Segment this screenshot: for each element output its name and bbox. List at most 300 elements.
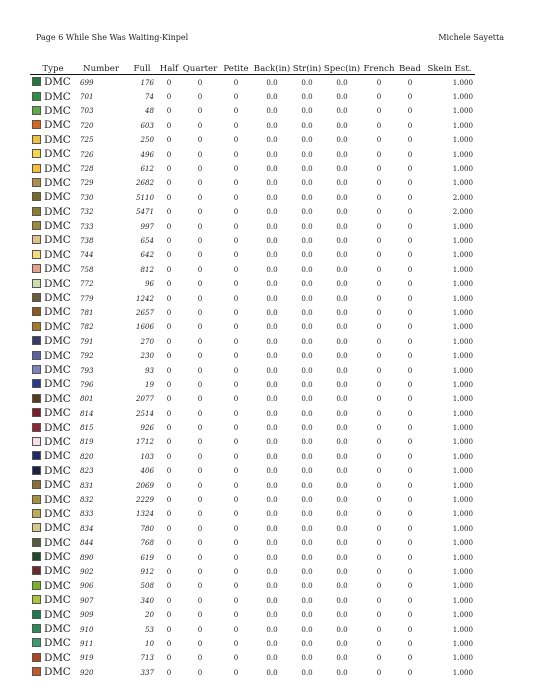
skein-estimate: 1.000 xyxy=(452,77,473,87)
skein-estimate: 1.000 xyxy=(452,638,473,648)
special-stitch-length: 0.0 xyxy=(336,221,348,231)
skein-estimate: 1.000 xyxy=(452,135,473,145)
thread-number: 720 xyxy=(80,120,94,130)
bead-count: 0 xyxy=(407,207,413,217)
col-header-str: Str(in) xyxy=(292,58,322,75)
bead-count: 0 xyxy=(407,595,413,605)
thread-type: DMC xyxy=(44,263,71,276)
skein-estimate: 1.000 xyxy=(452,365,473,375)
backstitch-length: 0.0 xyxy=(266,192,278,202)
thread-type: DMC xyxy=(44,234,71,247)
thread-number: 726 xyxy=(80,149,94,159)
thread-number: 911 xyxy=(80,638,94,648)
quarter-stitch-count: 0 xyxy=(197,423,203,433)
backstitch-length: 0.0 xyxy=(266,351,278,361)
straight-stitch-length: 0.0 xyxy=(301,610,313,620)
skein-estimate: 1.000 xyxy=(452,624,473,634)
half-stitch-count: 0 xyxy=(166,451,172,461)
full-stitch-count: 812 xyxy=(140,264,154,274)
special-stitch-length: 0.0 xyxy=(336,451,348,461)
half-stitch-count: 0 xyxy=(166,667,172,677)
petite-stitch-count: 0 xyxy=(233,466,239,476)
straight-stitch-length: 0.0 xyxy=(301,451,313,461)
half-stitch-count: 0 xyxy=(166,509,172,519)
full-stitch-count: 2657 xyxy=(135,307,154,317)
thread-type-cell xyxy=(30,104,76,118)
thread-number: 796 xyxy=(80,379,94,389)
bead-count: 0 xyxy=(407,106,413,116)
color-swatch xyxy=(32,667,41,676)
french-knot-count: 0 xyxy=(376,264,382,274)
bead-count: 0 xyxy=(407,120,413,130)
backstitch-length: 0.0 xyxy=(266,480,278,490)
skein-estimate: 1.000 xyxy=(452,307,473,317)
full-stitch-count: 103 xyxy=(140,451,154,461)
thread-type: DMC xyxy=(44,407,71,420)
petite-stitch-count: 0 xyxy=(233,293,239,303)
thread-type-cell xyxy=(30,406,76,420)
straight-stitch-length: 0.0 xyxy=(301,235,313,245)
color-swatch xyxy=(32,495,41,504)
straight-stitch-length: 0.0 xyxy=(301,149,313,159)
thread-number: 820 xyxy=(80,451,94,461)
thread-type: DMC xyxy=(44,507,71,520)
half-stitch-count: 0 xyxy=(166,336,172,346)
skein-estimate: 1.000 xyxy=(452,667,473,677)
color-swatch xyxy=(32,92,41,101)
thread-number: 781 xyxy=(80,307,94,317)
skein-estimate: 1.000 xyxy=(452,351,473,361)
skein-estimate: 1.000 xyxy=(452,293,473,303)
table-row xyxy=(30,118,475,132)
thread-type-cell xyxy=(30,305,76,319)
full-stitch-count: 48 xyxy=(144,106,154,116)
half-stitch-count: 0 xyxy=(166,279,172,289)
half-stitch-count: 0 xyxy=(166,437,172,447)
table-row xyxy=(30,521,475,535)
thread-type: DMC xyxy=(44,392,71,405)
full-stitch-count: 96 xyxy=(144,279,154,289)
thread-type-cell xyxy=(30,464,76,478)
skein-estimate: 1.000 xyxy=(452,120,473,130)
half-stitch-count: 0 xyxy=(166,581,172,591)
bead-count: 0 xyxy=(407,566,413,576)
thread-type-cell xyxy=(30,334,76,348)
thread-type-cell xyxy=(30,492,76,506)
petite-stitch-count: 0 xyxy=(233,509,239,519)
quarter-stitch-count: 0 xyxy=(197,92,203,102)
color-swatch xyxy=(32,523,41,532)
thread-type-cell xyxy=(30,420,76,434)
french-knot-count: 0 xyxy=(376,120,382,130)
quarter-stitch-count: 0 xyxy=(197,221,203,231)
backstitch-length: 0.0 xyxy=(266,307,278,317)
full-stitch-count: 780 xyxy=(140,523,154,533)
col-header-french: French xyxy=(362,58,396,75)
french-knot-count: 0 xyxy=(376,250,382,260)
half-stitch-count: 0 xyxy=(166,192,172,202)
color-swatch xyxy=(32,480,41,489)
thread-type-cell xyxy=(30,205,76,219)
straight-stitch-length: 0.0 xyxy=(301,77,313,87)
thread-number: 833 xyxy=(80,509,94,519)
special-stitch-length: 0.0 xyxy=(336,566,348,576)
french-knot-count: 0 xyxy=(376,279,382,289)
quarter-stitch-count: 0 xyxy=(197,106,203,116)
straight-stitch-length: 0.0 xyxy=(301,264,313,274)
full-stitch-count: 508 xyxy=(140,581,154,591)
thread-type: DMC xyxy=(44,248,71,261)
thread-type-cell xyxy=(30,377,76,391)
straight-stitch-length: 0.0 xyxy=(301,307,313,317)
table-row xyxy=(30,449,475,463)
thread-number: 792 xyxy=(80,351,94,361)
special-stitch-length: 0.0 xyxy=(336,423,348,433)
special-stitch-length: 0.0 xyxy=(336,77,348,87)
thread-type-cell xyxy=(30,147,76,161)
thread-type-cell xyxy=(30,363,76,377)
french-knot-count: 0 xyxy=(376,106,382,116)
petite-stitch-count: 0 xyxy=(233,538,239,548)
backstitch-length: 0.0 xyxy=(266,595,278,605)
thread-number: 793 xyxy=(80,365,94,375)
quarter-stitch-count: 0 xyxy=(197,264,203,274)
color-swatch xyxy=(32,135,41,144)
col-header-skein: Skein Est. xyxy=(424,58,475,75)
petite-stitch-count: 0 xyxy=(233,379,239,389)
bead-count: 0 xyxy=(407,293,413,303)
bead-count: 0 xyxy=(407,451,413,461)
backstitch-length: 0.0 xyxy=(266,523,278,533)
table-row xyxy=(30,133,475,147)
color-swatch xyxy=(32,221,41,230)
straight-stitch-length: 0.0 xyxy=(301,624,313,634)
backstitch-length: 0.0 xyxy=(266,322,278,332)
special-stitch-length: 0.0 xyxy=(336,610,348,620)
thread-type-cell xyxy=(30,564,76,578)
thread-number: 728 xyxy=(80,164,94,174)
french-knot-count: 0 xyxy=(376,509,382,519)
table-row xyxy=(30,248,475,262)
quarter-stitch-count: 0 xyxy=(197,538,203,548)
thread-type-cell xyxy=(30,607,76,621)
bead-count: 0 xyxy=(407,638,413,648)
skein-estimate: 1.000 xyxy=(452,653,473,663)
straight-stitch-length: 0.0 xyxy=(301,365,313,375)
thread-number: 906 xyxy=(80,581,94,591)
thread-type: DMC xyxy=(44,220,71,233)
backstitch-length: 0.0 xyxy=(266,336,278,346)
table-row xyxy=(30,492,475,506)
table-row xyxy=(30,478,475,492)
full-stitch-count: 642 xyxy=(140,250,154,260)
special-stitch-length: 0.0 xyxy=(336,365,348,375)
color-swatch xyxy=(32,307,41,316)
french-knot-count: 0 xyxy=(376,394,382,404)
half-stitch-count: 0 xyxy=(166,77,172,87)
color-swatch xyxy=(32,120,41,129)
special-stitch-length: 0.0 xyxy=(336,264,348,274)
petite-stitch-count: 0 xyxy=(233,77,239,87)
table-header-row xyxy=(30,58,475,75)
petite-stitch-count: 0 xyxy=(233,221,239,231)
bead-count: 0 xyxy=(407,235,413,245)
straight-stitch-length: 0.0 xyxy=(301,120,313,130)
skein-estimate: 1.000 xyxy=(452,451,473,461)
table-row xyxy=(30,176,475,190)
petite-stitch-count: 0 xyxy=(233,336,239,346)
bead-count: 0 xyxy=(407,250,413,260)
full-stitch-count: 2069 xyxy=(135,480,154,490)
backstitch-length: 0.0 xyxy=(266,408,278,418)
thread-number: 831 xyxy=(80,480,94,490)
full-stitch-count: 5471 xyxy=(135,207,154,217)
thread-type: DMC xyxy=(44,623,71,636)
thread-type-cell xyxy=(30,478,76,492)
special-stitch-length: 0.0 xyxy=(336,250,348,260)
thread-type-cell xyxy=(30,435,76,449)
special-stitch-length: 0.0 xyxy=(336,552,348,562)
petite-stitch-count: 0 xyxy=(233,235,239,245)
straight-stitch-length: 0.0 xyxy=(301,423,313,433)
half-stitch-count: 0 xyxy=(166,495,172,505)
bead-count: 0 xyxy=(407,552,413,562)
skein-estimate: 1.000 xyxy=(452,379,473,389)
quarter-stitch-count: 0 xyxy=(197,164,203,174)
backstitch-length: 0.0 xyxy=(266,293,278,303)
half-stitch-count: 0 xyxy=(166,135,172,145)
thread-type-cell xyxy=(30,392,76,406)
color-swatch xyxy=(32,235,41,244)
quarter-stitch-count: 0 xyxy=(197,293,203,303)
skein-estimate: 1.000 xyxy=(452,423,473,433)
skein-estimate: 1.000 xyxy=(452,164,473,174)
half-stitch-count: 0 xyxy=(166,149,172,159)
bead-count: 0 xyxy=(407,610,413,620)
french-knot-count: 0 xyxy=(376,538,382,548)
quarter-stitch-count: 0 xyxy=(197,581,203,591)
thread-number: 791 xyxy=(80,336,94,346)
thread-number: 732 xyxy=(80,207,94,217)
petite-stitch-count: 0 xyxy=(233,250,239,260)
color-swatch xyxy=(32,566,41,575)
petite-stitch-count: 0 xyxy=(233,552,239,562)
straight-stitch-length: 0.0 xyxy=(301,394,313,404)
thread-number: 919 xyxy=(80,653,94,663)
quarter-stitch-count: 0 xyxy=(197,250,203,260)
table-row xyxy=(30,607,475,621)
full-stitch-count: 176 xyxy=(140,77,154,87)
straight-stitch-length: 0.0 xyxy=(301,408,313,418)
special-stitch-length: 0.0 xyxy=(336,466,348,476)
full-stitch-count: 768 xyxy=(140,538,154,548)
thread-type: DMC xyxy=(44,176,71,189)
quarter-stitch-count: 0 xyxy=(197,408,203,418)
petite-stitch-count: 0 xyxy=(233,120,239,130)
skein-estimate: 1.000 xyxy=(452,495,473,505)
thread-type-cell xyxy=(30,651,76,665)
thread-number: 782 xyxy=(80,322,94,332)
special-stitch-length: 0.0 xyxy=(336,495,348,505)
full-stitch-count: 250 xyxy=(140,135,154,145)
skein-estimate: 1.000 xyxy=(452,178,473,188)
petite-stitch-count: 0 xyxy=(233,437,239,447)
quarter-stitch-count: 0 xyxy=(197,638,203,648)
quarter-stitch-count: 0 xyxy=(197,595,203,605)
thread-type-cell xyxy=(30,248,76,262)
backstitch-length: 0.0 xyxy=(266,135,278,145)
half-stitch-count: 0 xyxy=(166,322,172,332)
thread-number: 909 xyxy=(80,610,94,620)
thread-type: DMC xyxy=(44,205,71,218)
half-stitch-count: 0 xyxy=(166,178,172,188)
table-row xyxy=(30,348,475,362)
thread-type-cell xyxy=(30,161,76,175)
straight-stitch-length: 0.0 xyxy=(301,192,313,202)
color-swatch xyxy=(32,423,41,432)
skein-estimate: 1.000 xyxy=(452,264,473,274)
special-stitch-length: 0.0 xyxy=(336,581,348,591)
quarter-stitch-count: 0 xyxy=(197,667,203,677)
thread-number: 725 xyxy=(80,135,94,145)
color-swatch xyxy=(32,408,41,417)
color-swatch xyxy=(32,466,41,475)
backstitch-length: 0.0 xyxy=(266,207,278,217)
table-row xyxy=(30,665,475,679)
bead-count: 0 xyxy=(407,307,413,317)
petite-stitch-count: 0 xyxy=(233,451,239,461)
table-body xyxy=(30,75,475,680)
straight-stitch-length: 0.0 xyxy=(301,638,313,648)
bead-count: 0 xyxy=(407,149,413,159)
petite-stitch-count: 0 xyxy=(233,307,239,317)
table-row xyxy=(30,89,475,103)
half-stitch-count: 0 xyxy=(166,466,172,476)
thread-type-cell xyxy=(30,622,76,636)
special-stitch-length: 0.0 xyxy=(336,394,348,404)
bead-count: 0 xyxy=(407,135,413,145)
thread-number: 844 xyxy=(80,538,94,548)
color-swatch xyxy=(32,77,41,86)
half-stitch-count: 0 xyxy=(166,221,172,231)
half-stitch-count: 0 xyxy=(166,394,172,404)
full-stitch-count: 93 xyxy=(144,365,154,375)
table-row xyxy=(30,377,475,391)
color-swatch xyxy=(32,653,41,662)
thread-type: DMC xyxy=(44,191,71,204)
col-header-petite: Petite xyxy=(220,58,252,75)
bead-count: 0 xyxy=(407,437,413,447)
thread-type: DMC xyxy=(44,119,71,132)
special-stitch-length: 0.0 xyxy=(336,293,348,303)
bead-count: 0 xyxy=(407,351,413,361)
bead-count: 0 xyxy=(407,581,413,591)
thread-number: 772 xyxy=(80,279,94,289)
straight-stitch-length: 0.0 xyxy=(301,379,313,389)
thread-type: DMC xyxy=(44,320,71,333)
straight-stitch-length: 0.0 xyxy=(301,667,313,677)
thread-type-cell xyxy=(30,276,76,290)
bead-count: 0 xyxy=(407,365,413,375)
half-stitch-count: 0 xyxy=(166,235,172,245)
skein-estimate: 1.000 xyxy=(452,279,473,289)
petite-stitch-count: 0 xyxy=(233,566,239,576)
petite-stitch-count: 0 xyxy=(233,279,239,289)
quarter-stitch-count: 0 xyxy=(197,566,203,576)
full-stitch-count: 2514 xyxy=(135,408,154,418)
quarter-stitch-count: 0 xyxy=(197,135,203,145)
thread-type: DMC xyxy=(44,594,71,607)
petite-stitch-count: 0 xyxy=(233,624,239,634)
thread-number: 907 xyxy=(80,595,94,605)
straight-stitch-length: 0.0 xyxy=(301,322,313,332)
color-swatch xyxy=(32,437,41,446)
petite-stitch-count: 0 xyxy=(233,178,239,188)
col-header-number: Number xyxy=(76,58,126,75)
petite-stitch-count: 0 xyxy=(233,581,239,591)
french-knot-count: 0 xyxy=(376,336,382,346)
petite-stitch-count: 0 xyxy=(233,595,239,605)
thread-type: DMC xyxy=(44,565,71,578)
special-stitch-length: 0.0 xyxy=(336,279,348,289)
special-stitch-length: 0.0 xyxy=(336,192,348,202)
full-stitch-count: 2229 xyxy=(135,495,154,505)
thread-number: 733 xyxy=(80,221,94,231)
half-stitch-count: 0 xyxy=(166,538,172,548)
col-header-full: Full xyxy=(126,58,158,75)
half-stitch-count: 0 xyxy=(166,423,172,433)
half-stitch-count: 0 xyxy=(166,408,172,418)
color-swatch xyxy=(32,106,41,115)
skein-estimate: 1.000 xyxy=(452,523,473,533)
table-row xyxy=(30,420,475,434)
thread-number: 902 xyxy=(80,566,94,576)
full-stitch-count: 1324 xyxy=(135,509,154,519)
thread-type: DMC xyxy=(44,378,71,391)
page-title: Page 6 While She Was Waiting-Kinpel xyxy=(36,33,189,42)
quarter-stitch-count: 0 xyxy=(197,351,203,361)
half-stitch-count: 0 xyxy=(166,293,172,303)
skein-estimate: 2.000 xyxy=(452,192,473,202)
bead-count: 0 xyxy=(407,264,413,274)
color-swatch xyxy=(32,638,41,647)
table-row xyxy=(30,435,475,449)
backstitch-length: 0.0 xyxy=(266,178,278,188)
thread-type-cell xyxy=(30,320,76,334)
skein-estimate: 1.000 xyxy=(452,466,473,476)
color-swatch xyxy=(32,394,41,403)
thread-type-cell xyxy=(30,636,76,650)
full-stitch-count: 912 xyxy=(140,566,154,576)
petite-stitch-count: 0 xyxy=(233,92,239,102)
full-stitch-count: 406 xyxy=(140,466,154,476)
half-stitch-count: 0 xyxy=(166,610,172,620)
table-row xyxy=(30,651,475,665)
col-header-spec: Spec(in) xyxy=(322,58,362,75)
thread-type-cell xyxy=(30,521,76,535)
special-stitch-length: 0.0 xyxy=(336,509,348,519)
petite-stitch-count: 0 xyxy=(233,638,239,648)
color-swatch xyxy=(32,379,41,388)
bead-count: 0 xyxy=(407,653,413,663)
french-knot-count: 0 xyxy=(376,92,382,102)
french-knot-count: 0 xyxy=(376,523,382,533)
thread-number: 779 xyxy=(80,293,94,303)
straight-stitch-length: 0.0 xyxy=(301,336,313,346)
half-stitch-count: 0 xyxy=(166,307,172,317)
col-header-quarter: Quarter xyxy=(180,58,220,75)
full-stitch-count: 340 xyxy=(140,595,154,605)
